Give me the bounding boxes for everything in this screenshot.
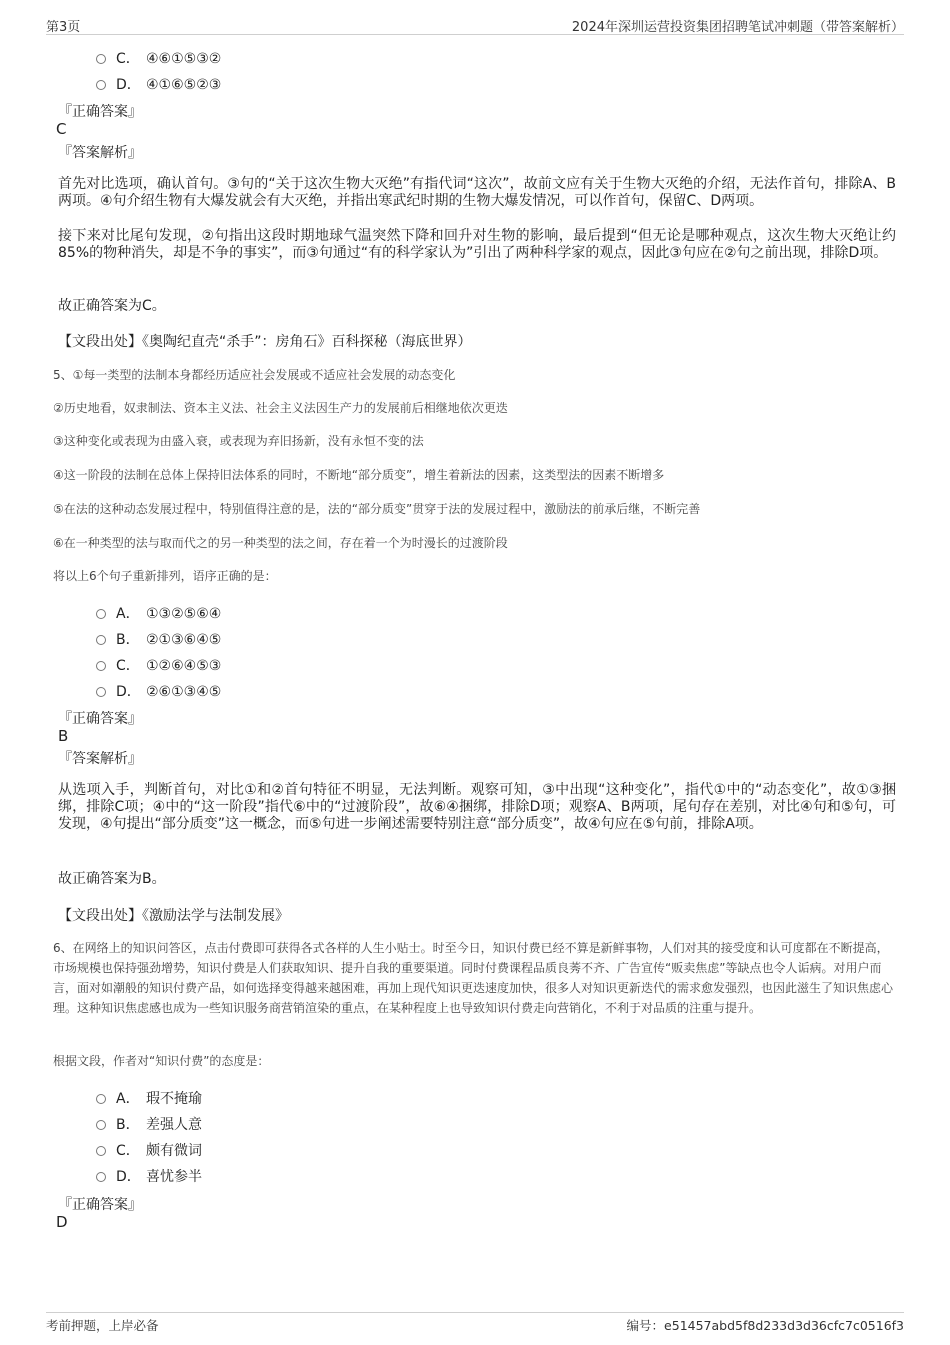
page-header xyxy=(46,14,904,35)
q5-sentence-6: ⑥在一种类型的法与取而代之的另一种类型的法之间，存在着一个为时漫长的过渡阶段 xyxy=(53,536,508,550)
q5-analysis-p1: 从选项入手，判断首句，对比①和②首句特征不明显，无法判断。观察可知，③中出现“这种变化”，指代①中的“动态变化”，故①③捆绑，排除C项；④中的“这一阶段”指代⑥中的“过渡阶段”，故⑥④捆绑，排除D项；观察A、B两项，尾句存在差别，对比④句和⑤句，可发现，④句提出“部分质变”这一概念，而⑤句进一步阐述需要特别注意“部分质变”，故④句应在⑤句前，排除A项。 xyxy=(58,782,896,832)
q4-option-d[interactable]: D． ④①⑥⑤②③ xyxy=(96,74,221,94)
radio-icon[interactable] xyxy=(96,54,106,64)
q4-analysis-p1: 首先对比选项，确认首句。③句的“关于这次生物大灭绝”有指代词“这次”，故前文应有关于生物大灭绝的介绍，无法作首句，排除A、B两项。④句介绍生物有大爆发就会有大灭绝，并指出寒武纪时期的生物大爆发情况，可以作首句，保留C、D两项。 xyxy=(58,176,896,209)
q5-option-b[interactable]: B． ②①③⑥④⑤ xyxy=(96,629,221,649)
q5-answer: B xyxy=(58,727,69,745)
q4-option-c[interactable]: C． ④⑥①⑤③② xyxy=(96,48,221,68)
q5-option-d[interactable]: D． ②⑥①③④⑤ xyxy=(96,681,221,701)
radio-icon[interactable] xyxy=(96,1172,106,1182)
q5-sentence-4: ④这一阶段的法制在总体上保持旧法体系的同时，不断地“部分质变”，增生着新法的因素，这类型法的因素不断增多 xyxy=(53,468,665,482)
q4-analysis-p2: 接下来对比尾句发现，②句指出这段时期地球气温突然下降和回升对生物的影响，最后提到“但无论是哪种观点，这次生物大灭绝让约85%的物种消失，却是不争的事实”，而③句通过“有的科学家认为”引出了两种科学家的观点，因此③句应在②句之前出现，排除D项。 xyxy=(58,228,896,261)
q5-source: 【文段出处】《激励法学与法制发展》 xyxy=(58,908,289,924)
page-number: 第3页 xyxy=(46,20,81,35)
page-footer xyxy=(46,1312,904,1333)
q6-option-d[interactable]: D． 喜忧参半 xyxy=(96,1166,202,1186)
q6-answer: D xyxy=(56,1213,68,1231)
q4-analysis-p3: 故正确答案为C。 xyxy=(58,298,166,314)
q4-source: 【文段出处】《奥陶纪直壳“杀手”：房角石》百科探秘（海底世界） xyxy=(58,334,472,350)
document-id: 编号：e51457abd5f8d233d3d36cfc7c0516f3 xyxy=(626,1318,904,1333)
q4-answer-label: 『正确答案』 xyxy=(58,104,142,120)
q6-option-c[interactable]: C． 颇有微词 xyxy=(96,1140,202,1160)
radio-icon[interactable] xyxy=(96,1094,106,1104)
q6-prompt: 根据文段，作者对“知识付费”的态度是： xyxy=(53,1054,270,1068)
footer-slogan: 考前押题，上岸必备 xyxy=(46,1318,159,1333)
q4-answer: C xyxy=(56,120,67,138)
radio-icon[interactable] xyxy=(96,80,106,90)
radio-icon[interactable] xyxy=(96,635,106,645)
q5-option-c[interactable]: C． ①②⑥④⑤③ xyxy=(96,655,221,675)
q5-sentence-3: ③这种变化或表现为由盛入衰，或表现为弃旧扬新，没有永恒不变的法 xyxy=(53,434,424,448)
q5-answer-label: 『正确答案』 xyxy=(58,711,142,727)
q6-option-b[interactable]: B． 差强人意 xyxy=(96,1114,202,1134)
q5-sentence-1: 5、①每一类型的法制本身都经历适应社会发展或不适应社会发展的动态变化 xyxy=(53,368,456,382)
radio-icon[interactable] xyxy=(96,1146,106,1156)
q5-prompt: 将以上6个句子重新排列，语序正确的是： xyxy=(53,569,277,583)
radio-icon[interactable] xyxy=(96,661,106,671)
q6-option-a[interactable]: A． 瑕不掩瑜 xyxy=(96,1088,202,1108)
radio-icon[interactable] xyxy=(96,1120,106,1130)
q6-passage: 6、在网络上的知识问答区，点击付费即可获得各式各样的人生小贴士。时至今日，知识付费已经不算是新鲜事物，人们对其的接受度和认可度都在不断提高，市场规模也保持强劲增势，知识付费是人们获取知识、提升自我的重要渠道。同时付费课程品质良莠不齐、广告宣传“贩卖焦虑”等缺点也令人诟病。对用户而言，面对如潮般的知识付费产品，如何选择变得越来越困难，再加上现代知识更迭速度加快，很多人对知识更新迭代的需求愈发强烈，也因此滋生了知识焦虑心理。这种知识焦虑感也成为一些知识服务商营销渲染的重点，在某种程度上也导致知识付费走向营销化，不利于对品质的注重与提升。 xyxy=(53,941,894,1015)
q5-analysis-label: 『答案解析』 xyxy=(58,751,142,767)
document-title: 2024年深圳运营投资集团招聘笔试冲刺题（带答案解析） xyxy=(571,20,904,35)
q5-sentence-5: ⑤在法的这种动态发展过程中，特别值得注意的是，法的“部分质变”贯穿于法的发展过程中，激励法的前承后继，不断完善 xyxy=(53,502,701,516)
q5-sentence-2: ②历史地看，奴隶制法、资本主义法、社会主义法因生产力的发展前后相继地依次更迭 xyxy=(53,401,508,415)
radio-icon[interactable] xyxy=(96,609,106,619)
radio-icon[interactable] xyxy=(96,687,106,697)
q4-analysis-label: 『答案解析』 xyxy=(58,145,142,161)
q6-answer-label: 『正确答案』 xyxy=(58,1197,142,1213)
q5-analysis-p2: 故正确答案为B。 xyxy=(58,871,166,887)
q5-option-a[interactable]: A． ①③②⑤⑥④ xyxy=(96,603,221,623)
